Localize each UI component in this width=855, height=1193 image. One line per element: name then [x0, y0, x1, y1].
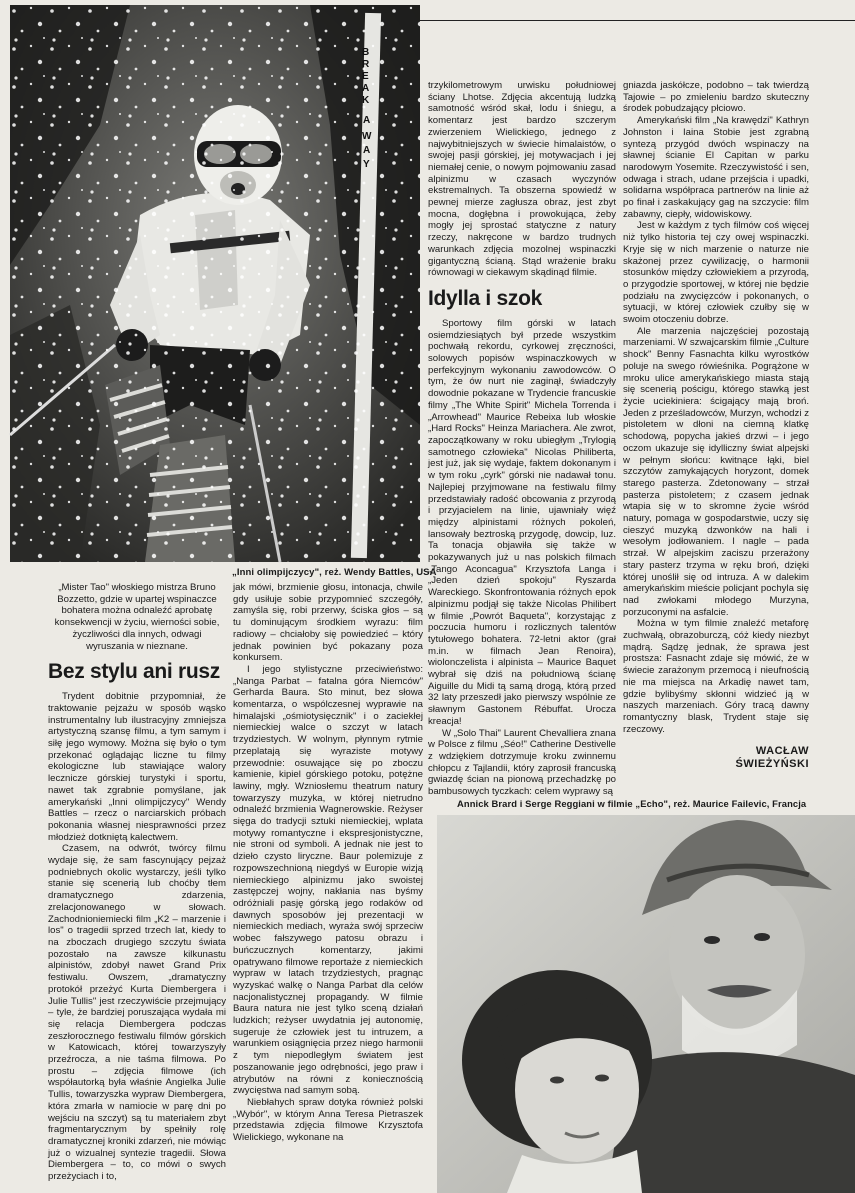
paragraph: Jest w każdym z tych filmów coś więcej niż tylko historia tej czy owej wspinaczki. Kryje się w nich marzenie o naturze nie skażonej przez cywilizację, o harmonii stosunków między człowiekiem a przyrodą, o przygodzie sportowej, w której nie będzie podziału na zwycięzców i pokonanych, o sytuacji, w której człowiek czułby się w swoim otoczeniu dobrze.	[623, 220, 809, 326]
author-last-name: ŚWIEŻYŃSKI	[735, 758, 809, 771]
column-4	[623, 80, 809, 795]
echo-photo-caption: Annick Brard i Serge Reggiani w filmie „Echo", reż. Maurice Failevic, Francja	[457, 798, 807, 809]
heading-bez-stylu: Bez stylu ani rusz	[48, 660, 220, 684]
paragraph: jak mówi, brzmienie głosu, intonacja, chwile gdy usiłuje sobie przypomnieć szczegóły, zamyśla się, robi przerwy, ściska głos – są tu dominującym środkiem wyrazu: film radiowy – chciałoby się powiedzieć – który jednak powinien być pokazany poza konkursem.	[233, 582, 423, 664]
paragraph: Czasem, na odwrót, twórcy filmu wydaje się, że sam fascynujący pejzaż podniebnych okolic wystarczy, jeśli tylko stanie się scenerią lub choćby tłem dramatycznego zdarzenia, zrelacjonowanego w słowach. Zachodnioniemiecki film „K2 – marzenie i los" o tragedii sprzed trzech lat, kiedy to na zboczach drugiego szczytu świata pozostało na zawsze kilkunastu alpinistów, zdobył nawet Grand Prix festiwalu. Owszem, „dramatyczny protokół przeżyć Kurta Diembergera i Julie Tullis" jest rzeczywiście przejmujący – tyle, że bardziej poruszająca wydała mi się relacja Diembergera podczas zeszłorocznego festiwalu filmów górskich w Katowicach, której towarzyszyły przeźrocza, a nie taśma filmowa. Po prostu – zdjęcia filmowe (ich współautorką była właśnie Angielka Julie Tullis, towarzyszka wypraw Diembergera, która zmarła w namiocie w parę dni po wejściu na szczyt) są tu materiałem zbyt fragmentarycznym by spełniły rolę dramatycznej kroniki zdarzeń, nie mówiąc już o wizualnej syntezie tragedii. Słowa Diembergera – to, co mówi o swych przeżyciach i to,	[48, 843, 226, 1183]
heading-idylla-i-szok: Idylla i szok	[428, 286, 542, 310]
skier-photo	[10, 5, 420, 562]
paragraph: Sportowy film górski w latach osiemdziesiątych był przede wszystkim pochwałą rekordu, cyrkowej zręczności, solowych popisów wspinaczkowych w perfekcyjnym wykonaniu zawodowców. O tym, że ów nurt nie zaginął, świadczyły dowodnie pokazane w Trydencie francuskie filmy „The White Spirit" Michela Torrenda i „Arrowhead" Maurice Rebeixa lub włoskie „Hard Rocks" Heinza Mariachera. Ale zwrot, zapoczątkowany w roku ubiegłym „Trylogią samotnego człowieka" Nicolas Philiberta, jest już, jak się wydaje, faktem dokonanym i w tym roku „cyrk" górski nie nadawał tonu. Najlepiej przyjmowane na festiwalu filmy przedstawiały radość obcowania z przyrodą i przyjacielem na linie, ujawniały więź między alpinistami różnych pokoleń, lansowały beztroską przygodę, dowcip, luz. Ta tonacja objawiła się także w pokazywanych już u nas polskich filmach „Tango Aconcagua" Krzysztofa Langa i „Jeden dzień spokoju" Ryszarda Wareckiego. Skonfrontowania różnych epok alpinizmu podjął się także Nicolas Philibert w filmie „Powrót Baqueta", korzystając z poczucia humoru i rozlicznych talentów tytułowego bohatera. 72-letni aktor (grał m.in. w filmach Jean Renoira), wiolonczelista i alpinista – Maurice Baquet wybrał się dziś na południową ścianę Aiguille du Midi tą samą drogą, którą przed 32 laty przeszedł jako pierwszy wspólnie ze sławnym Gastonem Rébuffat. Urocza kreacja!	[428, 317, 616, 727]
author-first-name: WACŁAW	[755, 745, 809, 758]
paragraph: Ale marzenia najczęściej pozostają marzeniami. W szwajcarskim filmie „Culture shock" Benny Fasnachta kilku wyrostków poluje na swego rówieśnika. Pogrążone w mroku ulice amerykańskiego miasta stają się scenerią pościgu, którego stawką jest życie uciekiniera: ścigający mają broń. Jeden z prześladowców, Murzyn, wchodzi z pistoletem w dłoni na ciemną klatkę schodową, popycha jakieś drzwi – i jego oczom ukazuje się idylliczny świat alpejski w pełnym słońcu: kwitnące łąki, biel szczytów zamykających horyzont, domek starego pasterza. Zdetonowany – strzał pasterza pistoletem; z czasem jednak wtapia się w to skromne życie wśród natury, pomaga w gospodarstwie, uczy się cieszyć muzyką dzwonków na hali i wesołym jodłowaniem. I nagle – pada strzał. W alpejskim zaciszu przerażony stary pasterz trzyma w ręku broń, dzięki której unoślił się od intruza. A w dalekim amerykańskim mieście policjant pochyla się nad zwłokami młodego Murzyna, porzuconymi na asfalcie.	[623, 325, 809, 618]
column-3	[428, 80, 616, 798]
intro-paragraph: „Mister Tao" włoskiego mistrza Bruno Bozzetto, gdzie w upartej wspinaczce bohatera można odnaleźć aprobatę konsekwencji w życiu, wierności sobie, życzliwości dla innych, odwagi wyruszania w nieznane.	[54, 582, 220, 652]
paragraph: W „Solo Thai" Laurent Chevalliera znana w Polsce z filmu „Séo!" Catherine Destivelle z wdziękiem dotrzymuje kroku zwinnemu chłopcu z Tajlandii, który zaprosił francuską gwiazdę ścian na pionową przechadzkę po bambusowych tyczkach: celem wyprawy są	[428, 727, 616, 798]
author-signature	[623, 745, 809, 771]
column-2	[233, 582, 423, 1142]
paragraph: I jego stylistyczne przeciwieństwo: „Nanga Parbat – fatalna góra Niemców" Gerharda Baura. Sto minut, bez słowa komentarza, o wspólczesnej wyprawie na himalajski „ośmiotysięcznik" i o zaciekłej niemieckiej walce o szczyt w latach trzydziestych. W wolnym, płynnym rytmie przeplatają się wyraziste motywy przewodnie: osuwające się po zboczu kamienie, kipiel górskiego potoku, potężne lawiny, mgły. Wzniosłemu theatrum natury towarzyszy muzyka, w której nietrudno odnaleźć brzmienia Wagnerowskie. Reżyser sięga do tradycji sztuki niemieckiej, wplata motywy romantyczne i ekspresjonistyczne, nie stroni od symboli. A jednak nie jest to dzieło czysto liryczne. Baur polemizuje z rozpowszechnioną niegdyś w Europie wizją niemieckiego alpinizmu jako swoistej zastępczej wojny, nakłania nas byśmy odróżniali pasję górską jego rodaków od dawnych sposobów jej prezentacji w niemieckich mediach, wyraża swój sprzeciw wobec fałszywego patosu obrazu i buńczucznych komentarzy, jakimi opatrywano filmowe reportaże z niemieckich wypraw w latach trzydziestych, pragnąc wyzyskać walkę o Nanga Parbat dla celów nacjonalistycznej propagandy. W filmie Baura natura nie jest tylko sceną działań ludzkich; reżyser uwydatnia jej autonomię, sugeruje że człowiek jest tu intruzem, a warunkiem osiągnięcia przez niego harmonii z tym niepodległym światem jest poszanowanie jego odrębności, jego praw i atrybutów na równi z koniecznością zwycięstwa nad samym sobą.	[233, 663, 423, 1097]
paragraph: Amerykański film „Na krawędzi" Kathryn Johnston i Iaina Stobie jest zgrabną syntezą przygód dwóch wspinaczy na sławnej ścianie El Capitan w parku narodowym Yosemite. Rzeczywistość i sen, odwaga i strach, udane przejścia i upadki, solidarna współpraca partnerów na linie aż po finał i zaskakujący gag na szczycie: film zabawny, ciepły, widowiskowy.	[623, 115, 809, 220]
ski-photo-caption: „Inni olimpijczycy", reż. Wendy Battles, USA	[232, 567, 437, 578]
paragraph: Niebłahych spraw dotyka również polski „Wybór", w którym Anna Teresa Pietraszek przedstawia zdjęcia filmowe Krzysztofa Wielickiego, wykonane na	[233, 1096, 423, 1144]
paragraph: Można w tym filmie znaleźć metaforę zuchwałą, obrazoburczą, cóż kiedy niezbyt mądrą. Sądzę jednak, że sprawa jest prostsza: Fasnacht zdaje się mówić, że w świecie zarażonym przemocą i nieufnością nie ma miejsca na Arkadię nawet tam, gdzie bylibyśmy skłonni widzieć ją w naszych marzeniach. Góry tracą dawny romantyczny blask, Trydent staje się rzeczowy.	[623, 618, 809, 735]
paragraph: gniazda jaskółcze, podobno – tak twierdzą Tajowie – po zmieleniu bardzo skuteczny środek pobudzający płciowo.	[623, 80, 809, 115]
paragraph: trzykilometrowym urwisku południowej ściany Lhotse. Zdjęcia akcentują ludzką samotność wśród skał, lodu i śniegu, a komentarz jest bardzo szczerym zwierzeniem Wielickiego, jednego z najwybitniejszych w świecie himalaistów, o swojej pasji górskiej, jej motywacjach i jej niemałej cenie, o nowym pojmowaniu zasad alpinizmu w czasach wyczynów ekstremalnych. Ta obszerna spowiedź w pewnej mierze zagłusza obraz, jest zbyt mocna, dogłębna i prowokująca, żeby mogły jej sprostać statyczne z natury rzeczy, nakręcone w bardzo trudnych warunkach zdjęcia mozolnej wspinaczki gigantyczną ścianą. Stąd wrażenie braku równowagi w ciekawym skądinąd filmie.	[428, 80, 616, 279]
echo-film-photo	[437, 815, 855, 1193]
paragraph: Trydent dobitnie przypomniał, że traktowanie pejzażu w sposób wąsko instrumentalny lub ilustracyjny zmniejsza artystyczną szansę filmu, a tym samym i siłę jego wymowy. Można się było o tym przekonać oglądając liczne tu filmy ekologiczne lub stawiające walory lecznicze górskiej turystyki i sportu, nawet tak zgrabnie pomyślane, jak amerykański „Inni olimpijczycy" Wendy Battles – rzecz o narciarskich próbach pokonania własnej niesprawności przez młodzież dotkniętą kalectwem.	[48, 691, 226, 843]
top-rule	[420, 20, 855, 21]
column-1	[48, 582, 226, 1183]
